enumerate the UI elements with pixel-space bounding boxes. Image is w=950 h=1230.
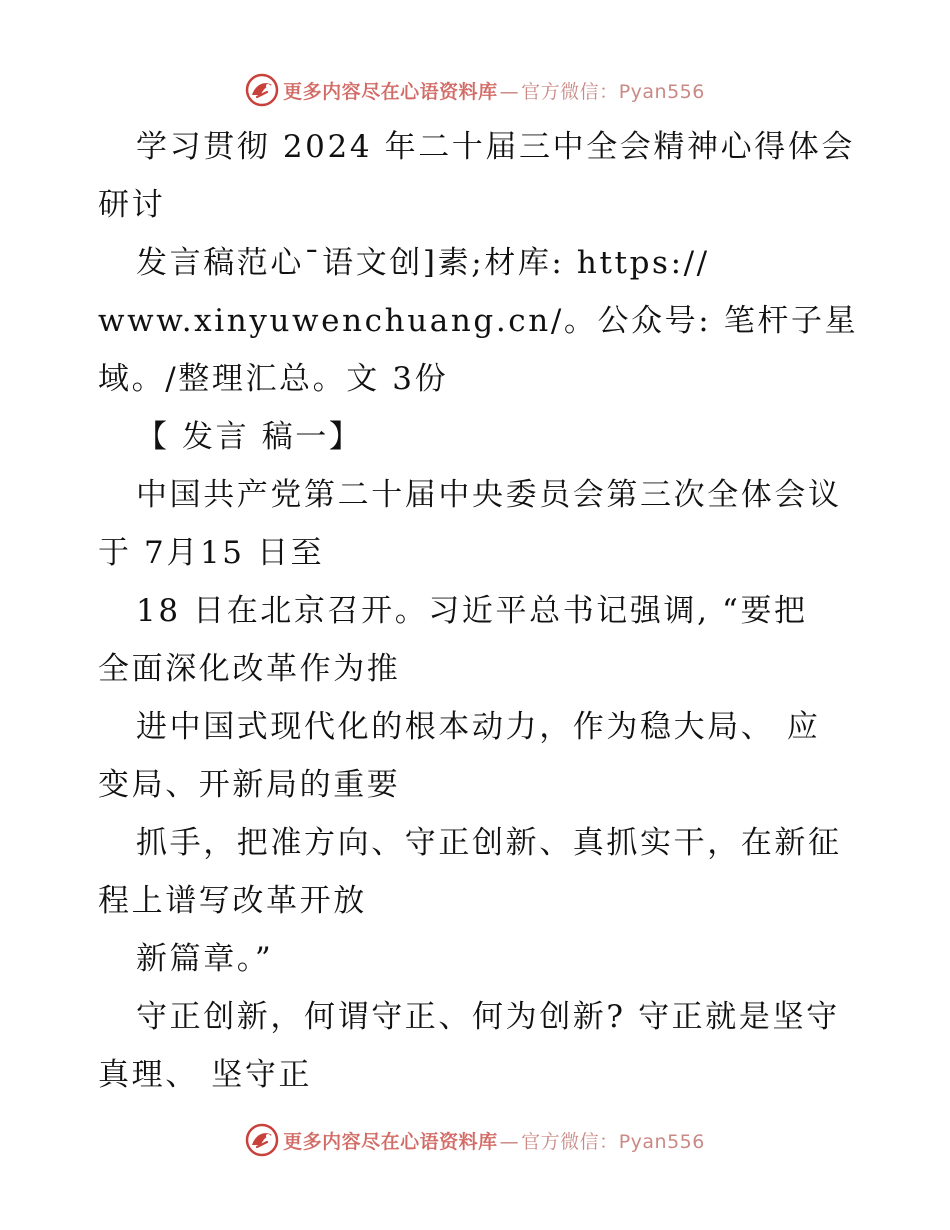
- source-line-1: 发言稿范心¯语文创]素;材库: https://: [136, 245, 710, 281]
- banner-separator: —: [499, 1130, 520, 1153]
- banner-separator: —: [499, 80, 520, 103]
- title-line-1: 学习贯彻 2024 年二十届三中全会精神心得体会: [136, 129, 855, 165]
- paragraph-line: 守正创新，何谓守正、何为创新? 守正就是坚守: [136, 999, 840, 1035]
- title-line-2: 研讨: [98, 187, 166, 223]
- paragraph-line: 抓手，把准方向、守正创新、真抓实干，在新征: [136, 825, 842, 861]
- paragraph-line: 进中国式现代化的根本动力，作为稳大局、 应: [136, 709, 821, 745]
- paragraph-line: 程上谱写改革开放: [98, 883, 367, 919]
- paragraph-line: 18 日在北京召开。习近平总书记强调, “要把: [136, 593, 808, 629]
- banner-wechat-id: Pyan556: [618, 80, 705, 103]
- banner-wechat-label: 官方微信：: [521, 1130, 619, 1153]
- paragraph-line: 全面深化改革作为推: [98, 651, 401, 687]
- paragraph-line: 变局、开新局的重要: [98, 767, 401, 803]
- document-body: [98, 118, 858, 1104]
- banner-brand: 更多内容尽在心语资料库: [283, 80, 498, 103]
- banner-wechat-label: 官方微信：: [521, 80, 619, 103]
- banner-brand: 更多内容尽在心语资料库: [283, 1130, 498, 1153]
- source-line-2: www.xinyuwenchuang.cn/。公众号: 笔杆子星: [98, 303, 859, 339]
- source-line-3: 域。/整理汇总。文 3份: [98, 361, 449, 397]
- banner-text: [283, 1127, 705, 1154]
- paragraph-line: 新篇章。”: [136, 941, 274, 977]
- header-banner: [0, 70, 950, 110]
- red-bird-logo-icon: [245, 1123, 279, 1157]
- section-heading: 【 发言 稿一】: [136, 419, 363, 455]
- banner-wechat-id: Pyan556: [618, 1130, 705, 1153]
- paragraph-line: 真理、 坚守正: [98, 1057, 313, 1093]
- paragraph-line: 于 7月15 日至: [98, 535, 325, 571]
- red-bird-logo-icon: [245, 73, 279, 107]
- footer-banner: [0, 1120, 950, 1160]
- banner-text: [283, 77, 705, 104]
- paragraph-line: 中国共产党第二十届中央委员会第三次全体会议: [136, 477, 842, 513]
